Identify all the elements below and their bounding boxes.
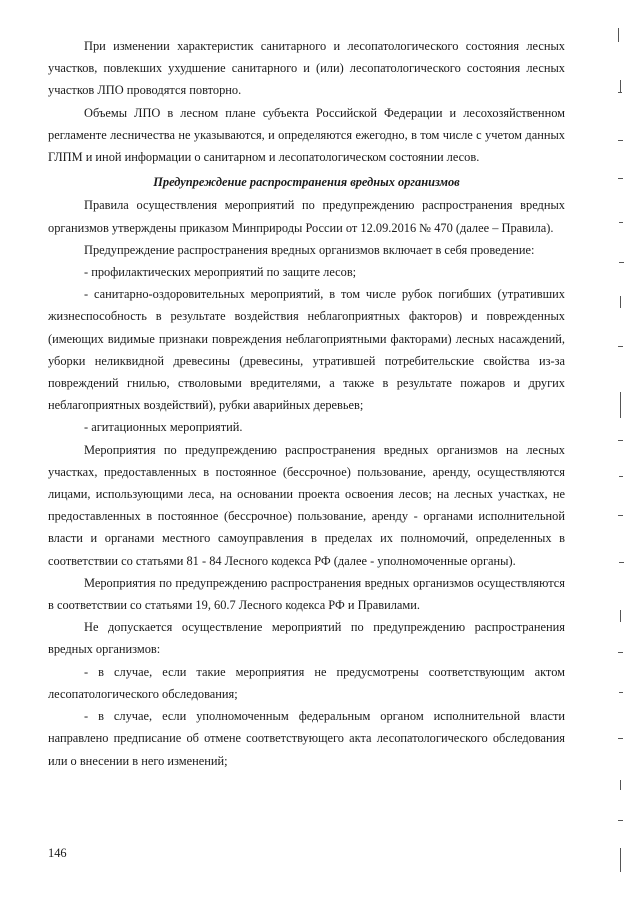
page-number: 146 (48, 846, 67, 860)
list-item-not-in-act: - в случае, если такие мероприятия не предусмотрены соответствующим актом лесопатологического обследования; (48, 664, 565, 701)
section-heading: Предупреждение распространения вредных организмов (153, 175, 460, 190)
paragraph-lpo-volumes: Объемы ЛПО в лесном плане субъекта Российской Федерации и лесохозяйственном регламенте лесничества не указываются, и определяются ежегодно, в том числе с учетом данных ГЛПМ и иной информации о санитарном и лесопатологическом состоянии лесов. (48, 105, 565, 165)
scan-mark (620, 848, 621, 872)
scan-mark (619, 262, 624, 263)
paragraph-repeat-inspection: При изменении характеристик санитарного и лесопатологического состояния лесных участков, повлекших ухудшение санитарного и (или) лесопатологического состояния лесных участков ЛПО проводятся повторно. (48, 39, 565, 98)
scan-mark (618, 652, 623, 653)
scan-mark (618, 346, 623, 347)
scan-mark (620, 780, 621, 790)
paragraph-rules: Правила осуществления мероприятий по предупреждению распространения вредных организмов утверждены приказом Минприроды России от 12.09.2016 № 470 (далее – Правила). (48, 198, 565, 235)
list-item-agitation: - агитационных мероприятий. (84, 420, 243, 435)
scan-mark (620, 80, 621, 92)
scan-mark (620, 296, 621, 308)
scan-margin-marks (600, 0, 640, 905)
paragraph-responsible-parties: Мероприятия по предупреждению распространения вредных организмов на лесных участках, предоставленных в постоянное (бессрочное) пользование, аренду, осуществляются лицами, использующими леса, на основании проекта освоения лесов; на лесных участках, не предоставленных в постоянное (бессрочное) пользование, аренду - органами исполнительной власти и органами местного самоуправления в пределах их полномочий, определенных в соответствии со статьями 81 - 84 Лесного кодекса РФ (далее - уполномоченные органы). (48, 442, 565, 568)
paragraph-includes: Предупреждение распространения вредных организмов включает в себя проведение: (84, 242, 535, 257)
list-item-revocation: - в случае, если уполномоченным федеральным органом исполнительной власти направлено предписание об отмене соответствующего акта лесопатологического обследования или о внесении в него изменений; (48, 709, 565, 768)
scan-mark (618, 178, 623, 179)
paragraph-legal-basis: Мероприятия по предупреждению распространения вредных организмов осуществляются в соответствии со статьями 19, 60.7 Лесного кодекса РФ и Правилами. (48, 575, 565, 613)
scan-mark (619, 222, 623, 223)
scan-mark (620, 392, 621, 418)
list-item-preventive: - профилактических мероприятий по защите лесов; (84, 265, 357, 280)
scan-mark (619, 562, 624, 563)
paragraph-not-allowed: Не допускается осуществление мероприятий по предупреждению распространения вредных организмов: (48, 620, 565, 657)
scan-mark (620, 610, 621, 622)
scan-mark (618, 515, 623, 516)
scan-mark (618, 140, 623, 141)
scan-mark (619, 692, 623, 693)
body-text (48, 35, 565, 772)
list-item-sanitary: - санитарно-оздоровительных мероприятий, в том числе рубок погибших (утративших жизнеспособность в результате воздействия неблагоприятных факторов) и поврежденных (имеющих видимые признаки повреждения неблагоприятными факторами) лесных насаждений, уборки неликвидной древесины (древесины, утратившей потребительские свойства из-за повреждений гнилью, стволовыми вредителями, а также в результате пожаров и других неблагоприятных воздействий), рубки аварийных деревьев; (48, 287, 565, 413)
scan-mark (618, 738, 623, 739)
scan-mark (618, 820, 623, 821)
scan-mark (618, 440, 623, 441)
scan-mark (619, 476, 623, 477)
scan-mark (618, 92, 622, 93)
scan-mark (618, 28, 619, 42)
